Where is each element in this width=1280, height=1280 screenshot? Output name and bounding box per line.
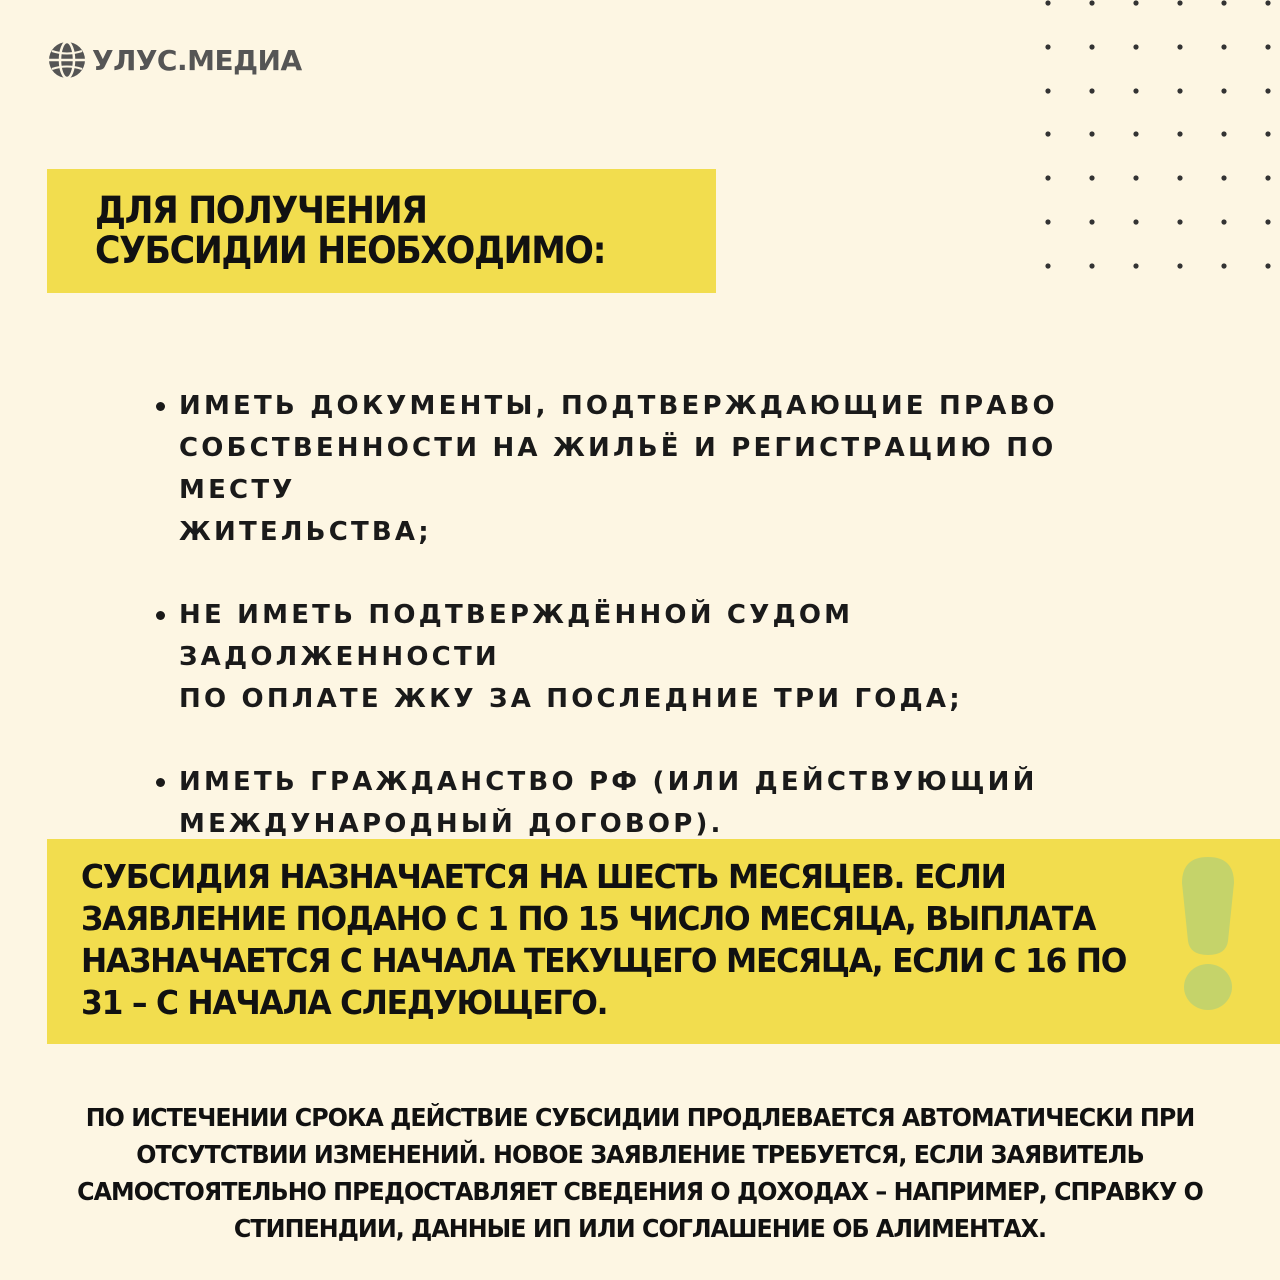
footer-line: ПО ИСТЕЧЕНИИ СРОКА ДЕЙСТВИЕ СУБСИДИИ ПРОДЛЕВАЕТСЯ АВТОМАТИЧЕСКИ ПРИ [85,1103,1195,1132]
footer-line: САМОСТОЯТЕЛЬНО ПРЕДОСТАВЛЯЕТ СВЕДЕНИЯ О ДОХОДАХ – НАПРИМЕР, СПРАВКУ О [77,1177,1203,1206]
exclamation-icon [1178,855,1238,1013]
list-item-line: МЕЖДУНАРОДНЫЙ ДОГОВОР). [179,809,724,839]
notice-line: СУБСИДИЯ НАЗНАЧАЕТСЯ НА ШЕСТЬ МЕСЯЦЕВ. ЕСЛИ [81,857,1006,896]
footer-line: ОТСУТСТВИИ ИЗМЕНЕНИЙ. НОВОЕ ЗАЯВЛЕНИЕ ТРЕБУЕТСЯ, ЕСЛИ ЗАЯВИТЕЛЬ [136,1140,1144,1169]
bullet-icon [156,402,165,411]
list-item-line: ИМЕТЬ ГРАЖДАНСТВО РФ (ИЛИ ДЕЙСТВУЮЩИЙ [179,767,1038,797]
decorative-dot-grid [1030,0,1280,278]
bullet-icon [156,611,165,620]
title-line: ДЛЯ ПОЛУЧЕНИЯ [95,189,427,232]
notice-text [81,856,1136,1024]
list-item-line: СОБСТВЕННОСТИ НА ЖИЛЬЁ И РЕГИСТРАЦИЮ ПО МЕСТУ [179,433,1057,505]
page-title [95,191,679,271]
title-banner [47,169,716,293]
notice-banner [47,839,1280,1044]
list-item [150,761,1160,845]
bullet-icon [156,778,165,787]
list-item-line: ПО ОПЛАТЕ ЖКУ ЗА ПОСЛЕДНИЕ ТРИ ГОДА; [179,684,963,714]
brand-name: УЛУС.МЕДИА [92,43,302,77]
list-item-line: ЖИТЕЛЬСТВА; [179,517,432,547]
notice-line: 31 – С НАЧАЛА СЛЕДУЮЩЕГО. [81,983,608,1022]
list-item-line: НЕ ИМЕТЬ ПОДТВЕРЖДЁННОЙ СУДОМ ЗАДОЛЖЕННОСТИ [179,600,854,672]
notice-line: НАЗНАЧАЕТСЯ С НАЧАЛА ТЕКУЩЕГО МЕСЯЦА, ЕСЛИ С 16 ПО [81,941,1127,980]
globe-logo-icon [46,39,88,81]
brand-logo [46,38,302,82]
footer-line: СТИПЕНДИИ, ДАННЫЕ ИП ИЛИ СОГЛАШЕНИЕ ОБ АЛИМЕНТАХ. [233,1214,1047,1243]
list-item-line: ИМЕТЬ ДОКУМЕНТЫ, ПОДТВЕРЖДАЮЩИЕ ПРАВО [179,391,1058,421]
list-item [150,385,1160,553]
title-line: СУБСИДИИ НЕОБХОДИМО: [95,229,606,272]
list-item [150,594,1160,720]
requirements-list [150,385,1160,886]
footer-note [70,1099,1210,1247]
notice-line: ЗАЯВЛЕНИЕ ПОДАНО С 1 ПО 15 ЧИСЛО МЕСЯЦА, ВЫПЛАТА [81,899,1096,938]
